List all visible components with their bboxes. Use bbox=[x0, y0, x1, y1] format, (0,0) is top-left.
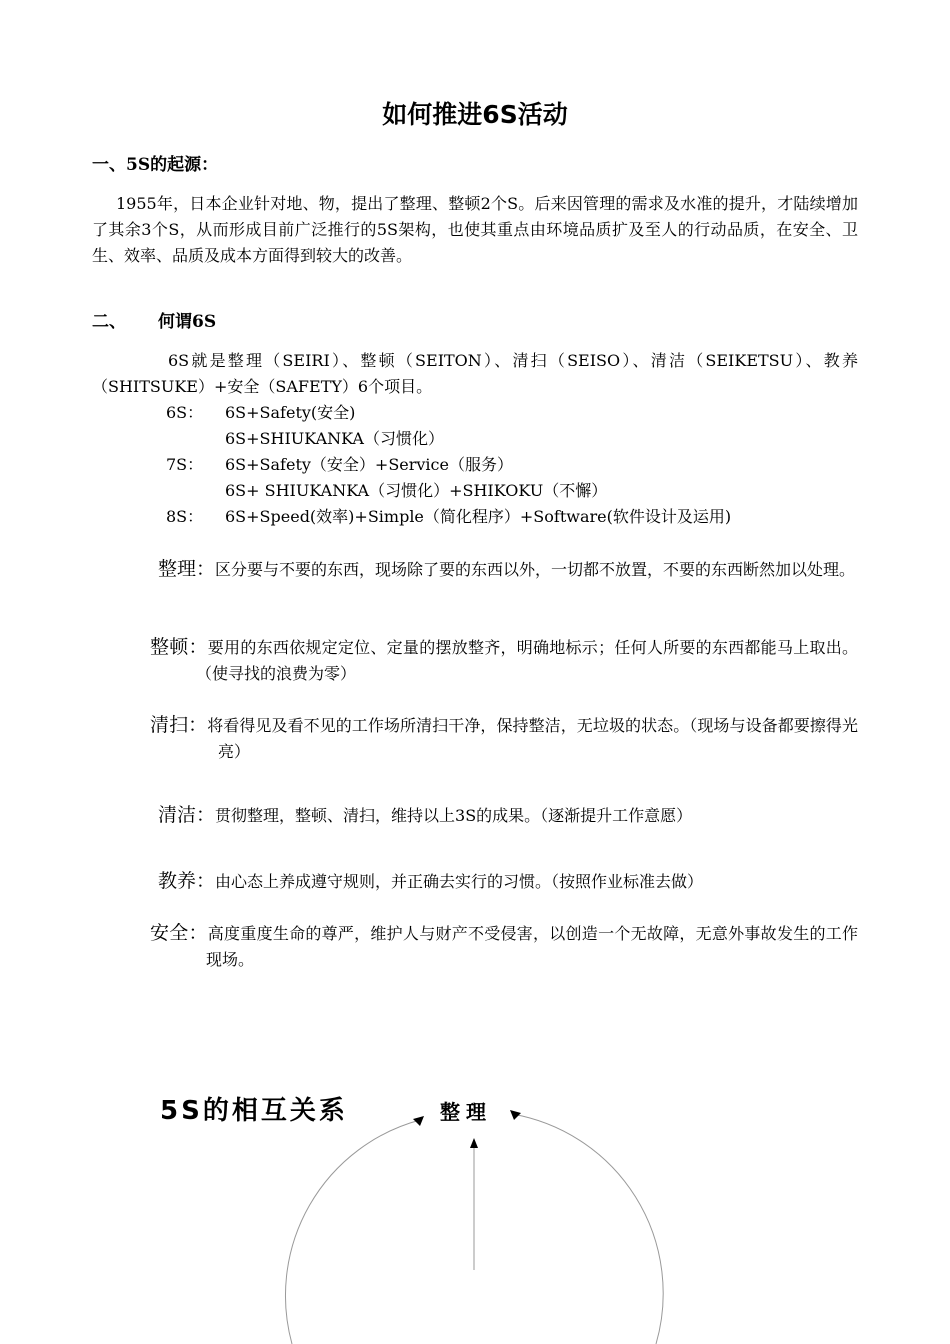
variant-label: 7S： bbox=[166, 455, 204, 474]
definition-text: 区分要与不要的东西，现场除了要的东西以外，一切都不放置，不要的东西断然加以处理。 bbox=[215, 560, 856, 579]
relationship-arc-right bbox=[512, 1114, 663, 1344]
definition-text: 要用的东西依规定定位、定量的摆放整齐，明确地标示；任何人所要的东西都能马上取出。（使寻找的浪费为零） bbox=[196, 638, 858, 683]
definition-seiso bbox=[150, 712, 858, 765]
variant-text: 6S+ SHIUKANKA（习惯化）+SHIKOKU（不懈） bbox=[225, 481, 608, 500]
variant-text: 6S+Speed(效率)+Simple（简化程序）+Software(软件设计及运用) bbox=[225, 507, 732, 526]
definition-term: 教养： bbox=[158, 870, 216, 892]
definition-term: 整顿： bbox=[150, 636, 208, 658]
definition-text: 贯彻整理，整顿、清扫，维持以上3S的成果。（逐渐提升工作意愿） bbox=[215, 806, 693, 825]
definition-seiri bbox=[158, 556, 858, 583]
definition-text: 将看得见及看不见的工作场所清扫干净，保持整洁，无垃圾的状态。（现场与设备都要擦得光亮） bbox=[207, 716, 858, 761]
definition-text: 高度重度生命的尊严，维护人与财产不受侵害，以创造一个无故障，无意外事故发生的工作现场。 bbox=[206, 924, 858, 969]
definition-text: 由心态上养成遵守规则，并正确去实行的习惯。（按照作业标准去做） bbox=[215, 872, 704, 891]
relationship-node-seiri: 整理 bbox=[440, 1100, 492, 1124]
arrowhead-up-icon bbox=[470, 1138, 478, 1148]
definition-term: 整理： bbox=[158, 558, 216, 580]
variant-text: 6S+SHIUKANKA（习惯化） bbox=[225, 429, 444, 448]
page-title: 如何推进6S活动 bbox=[382, 100, 568, 129]
definition-term: 安全： bbox=[150, 922, 208, 944]
variant-text: 6S+Safety(安全) bbox=[225, 403, 356, 422]
section-6s-heading-number: 二、 bbox=[92, 312, 126, 332]
definition-term: 清洁： bbox=[158, 804, 216, 826]
definition-term: 清扫： bbox=[150, 714, 208, 736]
definition-shitsuke bbox=[158, 868, 858, 895]
section-6s-intro: 6S就是整理（SEIRI）、整顿（SEITON）、清扫（SEISO）、清洁（SEIKETSU）、教养（SHITSUKE）+安全（SAFETY）6个项目。 bbox=[92, 351, 858, 396]
variant-label: 8S： bbox=[166, 507, 204, 526]
definition-seiketsu bbox=[158, 802, 858, 829]
section-origin-heading: 一、5S的起源： bbox=[92, 155, 219, 175]
section-origin-paragraph: 1955年，日本企业针对地、物，提出了整理、整顿2个S。后来因管理的需求及水准的提升，才陆续增加了其余3个S，从而形成目前广泛推行的5S架构，也使其重点由环境品质扩及至人的行动品质，在安全、卫生、效率、品质及成本方面得到较大的改善。 bbox=[92, 194, 858, 265]
relationship-diagram bbox=[0, 1080, 950, 1344]
definition-seiton bbox=[150, 634, 858, 687]
variant-text: 6S+Safety（安全）+Service（服务） bbox=[225, 455, 513, 474]
arrowhead-left-icon bbox=[413, 1116, 424, 1126]
relationship-title: 5S的相互关系 bbox=[160, 1096, 348, 1126]
variant-label: 6S： bbox=[166, 403, 204, 422]
definition-safety bbox=[150, 920, 858, 973]
relationship-arc-left bbox=[285, 1120, 420, 1344]
section-6s-heading: 何谓6S bbox=[158, 312, 217, 332]
